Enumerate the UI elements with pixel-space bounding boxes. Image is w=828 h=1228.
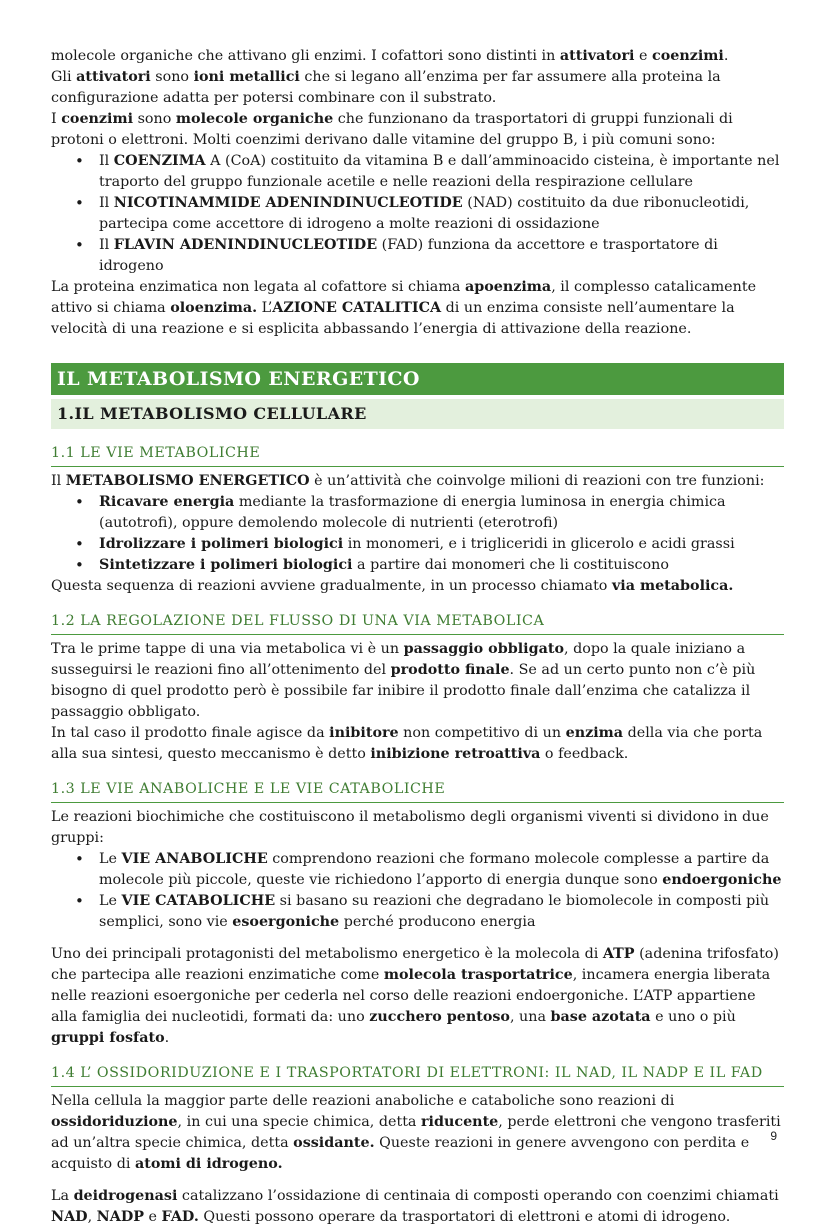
text-run: che si legano all’enzima per far assumere alla proteina la configurazione adatta per potersi combinare con il substrato. bbox=[51, 69, 721, 106]
text-run: in monomeri, e i trigliceridi in glicerolo e acidi grassi bbox=[343, 536, 735, 552]
coenzyme-list bbox=[51, 151, 784, 277]
list-item bbox=[99, 235, 784, 277]
text-run: Il bbox=[51, 473, 66, 489]
bold-term: esoergoniche bbox=[232, 914, 340, 930]
bold-term: Ricavare energia bbox=[99, 494, 235, 510]
text-run: e uno o più bbox=[650, 1009, 736, 1025]
text-run: , una bbox=[509, 1009, 551, 1025]
text-run: L’ bbox=[257, 300, 273, 316]
bold-term: NICOTINAMMIDE ADENINDINUCLEOTIDE bbox=[113, 195, 463, 211]
bold-term: NADP bbox=[96, 1209, 144, 1225]
text-run: o feedback. bbox=[540, 746, 629, 762]
metabolism-functions-list bbox=[51, 492, 784, 576]
s3-paragraph-1 bbox=[51, 807, 784, 849]
bold-term: METABOLISMO ENERGETICO bbox=[65, 473, 310, 489]
text-run: a partire dai monomeri che li costituiscono bbox=[352, 557, 669, 573]
text-run: , il complesso catalicamente attivo si chiama bbox=[51, 279, 757, 316]
bold-term: base azotata bbox=[550, 1009, 651, 1025]
subsection-heading-1-3: 1.3 LE VIE ANABOLICHE E LE VIE CATABOLICHE bbox=[51, 777, 784, 803]
text-run: I bbox=[51, 111, 62, 127]
text-run: A (CoA) costituito da vitamina B e dall’amminoacido cisteina, è importante nel traporto del gruppo funzionale acetile e nelle reazioni della respirazione cellulare bbox=[99, 153, 780, 190]
text-run: (adenina trifosfato) che partecipa alle reazioni enzimatiche come bbox=[51, 946, 779, 983]
subsection-heading-1-1: 1.1 LE VIE METABOLICHE bbox=[51, 441, 784, 467]
text-run: Il bbox=[99, 153, 114, 169]
bold-term: molecole organiche bbox=[175, 111, 334, 127]
text-run: e bbox=[143, 1209, 162, 1225]
text-run: , bbox=[87, 1209, 97, 1225]
text-run: Il bbox=[99, 195, 114, 211]
text-run: Il bbox=[99, 237, 114, 253]
text-run: mediante la trasformazione di energia luminosa in energia chimica (autotrofi), oppure demolendo molecole di nutrienti (eterotrofi) bbox=[99, 494, 726, 531]
text-run: comprendono reazioni che formano molecole complesse a partire da molecole più piccole, queste vie richiedono l’apporto di energia dunque sono bbox=[99, 851, 770, 888]
list-item bbox=[99, 534, 784, 555]
bold-term: enzima bbox=[565, 725, 624, 741]
s1-paragraph-1 bbox=[51, 471, 784, 492]
s2-paragraph-1 bbox=[51, 639, 784, 723]
pathways-list bbox=[51, 849, 784, 933]
text-run: (FAD) funziona da accettore e trasportatore di idrogeno bbox=[99, 237, 718, 274]
text-run: Le reazioni biochimiche che costituiscono il metabolismo degli organismi viventi si dividono in due gruppi: bbox=[51, 809, 769, 846]
bold-term: coenzimi bbox=[61, 111, 134, 127]
bold-term: Sintetizzare i polimeri biologici bbox=[99, 557, 353, 573]
text-run: si basano su reazioni che degradano le biomolecole in composti più semplici, sono vie bbox=[99, 893, 770, 930]
page-number: 9 bbox=[770, 1129, 777, 1143]
s4-paragraph-1 bbox=[51, 1091, 784, 1175]
text-run: Gli bbox=[51, 69, 77, 85]
text-run: è un’attività che coinvolge milioni di reazioni con tre funzioni: bbox=[309, 473, 765, 489]
bold-term: inibitore bbox=[329, 725, 399, 741]
bold-term: zucchero pentoso bbox=[369, 1009, 510, 1025]
bold-term: prodotto finale bbox=[390, 662, 510, 678]
bold-term: endoergoniche bbox=[662, 872, 782, 888]
text-run: (NAD) costituito da due ribonucleotidi, partecipa come accettore di idrogeno a molte reazioni di ossidazione bbox=[99, 195, 750, 232]
text-run: e bbox=[634, 48, 652, 64]
list-item bbox=[99, 849, 784, 891]
text-run: . bbox=[164, 1030, 170, 1046]
list-item bbox=[99, 555, 784, 576]
text-run: Questi possono operare da trasportatori di elettroni e atomi di idrogeno. bbox=[198, 1209, 731, 1225]
bold-term: coenzimi bbox=[652, 48, 724, 64]
bold-term: atomi di idrogeno. bbox=[134, 1156, 283, 1172]
bold-term: attivatori bbox=[76, 69, 151, 85]
text-run: di un enzima consiste nell’aumentare la velocità di una reazione e si esplicita abbassando l’energia di attivazione della reazione. bbox=[51, 300, 735, 337]
bold-term: attivatori bbox=[559, 48, 635, 64]
section-heading: 1.IL METABOLISMO CELLULARE bbox=[51, 399, 784, 429]
list-item bbox=[99, 492, 784, 534]
text-run: molecole organiche che attivano gli enzimi. I cofattori sono distinti in bbox=[51, 48, 560, 64]
text-run: , dopo la quale iniziano a susseguirsi le reazioni fino all’ottenimento del bbox=[51, 641, 746, 678]
text-run: che funzionano da trasportatori di gruppi funzionali di protoni o elettroni. Molti coenzimi derivano dalle vitamine del gruppo B, i più comuni sono: bbox=[51, 111, 733, 148]
intro-paragraph-2 bbox=[51, 67, 784, 109]
bold-term: VIE CATABOLICHE bbox=[121, 893, 276, 909]
bold-term: oloenzima. bbox=[170, 300, 258, 316]
text-run: non competitivo di un bbox=[398, 725, 566, 741]
text-run: della via che porta alla sua sintesi, questo meccanismo è detto bbox=[51, 725, 763, 762]
bold-term: FLAVIN ADENINDINUCLEOTIDE bbox=[113, 237, 378, 253]
text-run: In tal caso il prodotto finale agisce da bbox=[51, 725, 330, 741]
intro-paragraph-1 bbox=[51, 46, 784, 67]
text-run: sono bbox=[133, 111, 176, 127]
bold-term: AZIONE CATALITICA bbox=[272, 300, 442, 316]
text-run: Uno dei principali protagonisti del metabolismo energetico è la molecola di bbox=[51, 946, 603, 962]
subsection-heading-1-2: 1.2 LA REGOLAZIONE DEL FLUSSO DI UNA VIA METABOLICA bbox=[51, 609, 784, 635]
text-run: sono bbox=[150, 69, 194, 85]
text-run: Le bbox=[99, 893, 122, 909]
bold-term: ossidoriduzione bbox=[51, 1114, 178, 1130]
bold-term: ATP bbox=[602, 946, 635, 962]
bold-term: gruppi fosfato bbox=[51, 1030, 165, 1046]
list-item bbox=[99, 151, 784, 193]
s3-paragraph-2 bbox=[51, 944, 784, 1049]
bold-term: NAD bbox=[51, 1209, 88, 1225]
text-run: La proteina enzimatica non legata al cofattore si chiama bbox=[51, 279, 465, 295]
intro-paragraph-4 bbox=[51, 277, 784, 340]
text-run: Le bbox=[99, 851, 122, 867]
bold-term: ossidante. bbox=[293, 1135, 375, 1151]
text-run: Tra le prime tappe di una via metabolica vi è un bbox=[51, 641, 404, 657]
subsection-heading-1-4: 1.4 L’ OSSIDORIDUZIONE E I TRASPORTATORI DI ELETTRONI: IL NAD, IL NADP E IL FAD bbox=[51, 1061, 784, 1087]
bold-term: Idrolizzare i polimeri biologici bbox=[99, 536, 344, 552]
bold-term: passaggio obbligato bbox=[403, 641, 564, 657]
text-run: , in cui una specie chimica, detta bbox=[177, 1114, 422, 1130]
text-run: , incamera energia liberata nelle reazioni esoergoniche per cederla nel corso delle reazioni endoergoniche. L’ATP appartiene alla famiglia dei nucleotidi, formati da: uno bbox=[51, 967, 771, 1025]
bold-term: COENZIMA bbox=[113, 153, 206, 169]
s2-paragraph-2 bbox=[51, 723, 784, 765]
bold-term: ioni metallici bbox=[193, 69, 300, 85]
bold-term: deidrogenasi bbox=[73, 1188, 178, 1204]
bold-term: via metabolica. bbox=[611, 578, 734, 594]
text-run: La bbox=[51, 1188, 74, 1204]
text-run: perché producono energia bbox=[339, 914, 536, 930]
list-item bbox=[99, 891, 784, 933]
list-item bbox=[99, 193, 784, 235]
intro-paragraph-3 bbox=[51, 109, 784, 151]
text-run: . Se ad un certo punto non c’è più bisogno di quel prodotto però è possibile far inibire il prodotto finale dall’enzima che catalizza il passaggio obbligato. bbox=[51, 662, 756, 720]
text-run: Nella cellula la maggior parte delle reazioni anaboliche e cataboliche sono reazioni di bbox=[51, 1093, 675, 1109]
text-run: . bbox=[723, 48, 729, 64]
bold-term: riducente bbox=[421, 1114, 499, 1130]
text-run: Questa sequenza di reazioni avviene gradualmente, in un processo chiamato bbox=[51, 578, 612, 594]
text-run: , perde elettroni che vengono trasferiti ad un’altra specie chimica, detta bbox=[51, 1114, 781, 1151]
s4-paragraph-2 bbox=[51, 1186, 784, 1228]
bold-term: VIE ANABOLICHE bbox=[121, 851, 268, 867]
bold-term: apoenzima bbox=[464, 279, 552, 295]
s1-paragraph-2 bbox=[51, 576, 784, 597]
bold-term: molecola trasportatrice bbox=[383, 967, 573, 983]
text-run: Queste reazioni in genere avvengono con perdita e acquisto di bbox=[51, 1135, 750, 1172]
chapter-heading: IL METABOLISMO ENERGETICO bbox=[51, 363, 784, 395]
bold-term: FAD. bbox=[161, 1209, 199, 1225]
document-page bbox=[51, 46, 784, 1228]
text-run: catalizzano l’ossidazione di centinaia di composti operando con coenzimi chiamati bbox=[177, 1188, 779, 1204]
bold-term: inibizione retroattiva bbox=[370, 746, 541, 762]
